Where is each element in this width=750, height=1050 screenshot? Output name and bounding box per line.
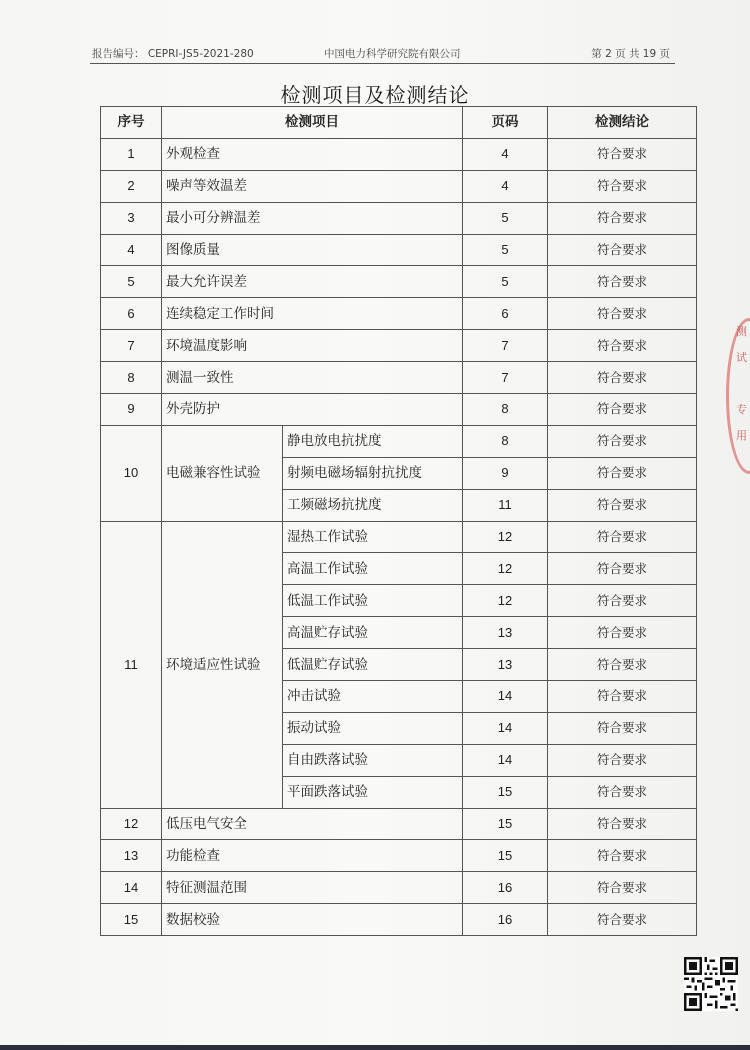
row-conclusion: 符合要求 xyxy=(548,489,697,521)
table-row xyxy=(101,202,697,234)
row-page: 14 xyxy=(463,744,548,776)
table-row xyxy=(101,330,697,362)
row-conclusion: 符合要求 xyxy=(548,330,697,362)
page-info: 第 2 页 共 19 页 xyxy=(591,48,670,60)
row-conclusion: 符合要求 xyxy=(548,712,697,744)
row-conclusion: 符合要求 xyxy=(548,138,697,170)
table-row xyxy=(101,840,697,872)
page-header xyxy=(92,46,670,62)
table-row xyxy=(101,298,697,330)
row-no: 4 xyxy=(101,234,162,266)
row-page: 11 xyxy=(463,489,548,521)
row-no: 2 xyxy=(101,170,162,202)
row-page: 16 xyxy=(463,872,548,904)
row-conclusion: 符合要求 xyxy=(548,744,697,776)
row-page: 5 xyxy=(463,234,548,266)
table-header-row xyxy=(101,107,697,139)
row-conclusion: 符合要求 xyxy=(548,681,697,713)
row-page: 15 xyxy=(463,808,548,840)
sub-item: 平面跌落试验 xyxy=(283,776,463,808)
row-page: 7 xyxy=(463,330,548,362)
row-item: 噪声等效温差 xyxy=(162,170,463,202)
row-page: 5 xyxy=(463,266,548,298)
row-item: 低压电气安全 xyxy=(162,808,463,840)
table-row xyxy=(101,234,697,266)
sub-item: 高温工作试验 xyxy=(283,553,463,585)
row-page: 7 xyxy=(463,362,548,394)
row-conclusion: 符合要求 xyxy=(548,266,697,298)
sub-item: 射频电磁场辐射抗扰度 xyxy=(283,457,463,489)
row-page: 4 xyxy=(463,138,548,170)
group-item: 电磁兼容性试验 xyxy=(162,425,283,521)
row-item: 连续稳定工作时间 xyxy=(162,298,463,330)
header-item: 检测项目 xyxy=(162,107,463,139)
row-conclusion: 符合要求 xyxy=(548,425,697,457)
row-no: 14 xyxy=(101,872,162,904)
sub-item: 湿热工作试验 xyxy=(283,521,463,553)
row-no: 5 xyxy=(101,266,162,298)
row-page: 8 xyxy=(463,425,548,457)
row-conclusion: 符合要求 xyxy=(548,585,697,617)
page-title: 检测项目及检测结论 xyxy=(280,83,470,107)
table-row xyxy=(101,872,697,904)
row-item: 最小可分辨温差 xyxy=(162,202,463,234)
sub-item: 工频磁场抗扰度 xyxy=(283,489,463,521)
header-page: 页码 xyxy=(463,107,548,139)
row-item: 功能检查 xyxy=(162,840,463,872)
row-conclusion: 符合要求 xyxy=(548,617,697,649)
table-row xyxy=(101,138,697,170)
report-number: 报告编号： CEPRI-JS5-2021-280 xyxy=(92,48,254,60)
table-row xyxy=(101,394,697,426)
row-page: 13 xyxy=(463,649,548,681)
row-conclusion: 符合要求 xyxy=(548,904,697,936)
row-no: 15 xyxy=(101,904,162,936)
row-page: 15 xyxy=(463,840,548,872)
sub-item: 低温贮存试验 xyxy=(283,649,463,681)
row-item: 外壳防护 xyxy=(162,394,463,426)
group-item: 环境适应性试验 xyxy=(162,521,283,808)
row-item: 图像质量 xyxy=(162,234,463,266)
row-page: 4 xyxy=(463,170,548,202)
sub-item: 冲击试验 xyxy=(283,681,463,713)
row-conclusion: 符合要求 xyxy=(548,649,697,681)
row-page: 12 xyxy=(463,585,548,617)
row-item: 环境温度影响 xyxy=(162,330,463,362)
header-no: 序号 xyxy=(101,107,162,139)
group-no: 10 xyxy=(101,425,162,521)
header-rule xyxy=(90,63,675,64)
table-row xyxy=(101,521,697,553)
table-row xyxy=(101,170,697,202)
row-conclusion: 符合要求 xyxy=(548,394,697,426)
row-item: 数据校验 xyxy=(162,904,463,936)
row-item: 特征测温范围 xyxy=(162,872,463,904)
table-row xyxy=(101,266,697,298)
row-conclusion: 符合要求 xyxy=(548,170,697,202)
row-page: 9 xyxy=(463,457,548,489)
row-conclusion: 符合要求 xyxy=(548,234,697,266)
row-conclusion: 符合要求 xyxy=(548,362,697,394)
row-no: 7 xyxy=(101,330,162,362)
row-item: 测温一致性 xyxy=(162,362,463,394)
row-conclusion: 符合要求 xyxy=(548,872,697,904)
scan-edge xyxy=(0,1045,750,1050)
results-table xyxy=(100,106,697,936)
row-conclusion: 符合要求 xyxy=(548,298,697,330)
row-no: 12 xyxy=(101,808,162,840)
row-page: 8 xyxy=(463,394,548,426)
row-page: 6 xyxy=(463,298,548,330)
row-no: 13 xyxy=(101,840,162,872)
sub-item: 低温工作试验 xyxy=(283,585,463,617)
row-page: 12 xyxy=(463,553,548,585)
row-no: 1 xyxy=(101,138,162,170)
row-conclusion: 符合要求 xyxy=(548,553,697,585)
row-page: 14 xyxy=(463,681,548,713)
row-page: 13 xyxy=(463,617,548,649)
seal-stamp-text: 测 试 专 用 xyxy=(736,325,747,442)
row-no: 3 xyxy=(101,202,162,234)
qr-code-icon xyxy=(684,957,738,1011)
row-no: 9 xyxy=(101,394,162,426)
table-row xyxy=(101,362,697,394)
row-no: 6 xyxy=(101,298,162,330)
row-conclusion: 符合要求 xyxy=(548,521,697,553)
row-item: 外观检查 xyxy=(162,138,463,170)
row-page: 16 xyxy=(463,904,548,936)
header-conclusion: 检测结论 xyxy=(548,107,697,139)
row-conclusion: 符合要求 xyxy=(548,457,697,489)
organization-name: 中国电力科学研究院有限公司 xyxy=(324,48,461,60)
table-row xyxy=(101,425,697,457)
sub-item: 自由跌落试验 xyxy=(283,744,463,776)
table-row xyxy=(101,808,697,840)
row-conclusion: 符合要求 xyxy=(548,776,697,808)
row-page: 5 xyxy=(463,202,548,234)
group-no: 11 xyxy=(101,521,162,808)
sub-item: 高温贮存试验 xyxy=(283,617,463,649)
row-item: 最大允许误差 xyxy=(162,266,463,298)
row-page: 12 xyxy=(463,521,548,553)
row-conclusion: 符合要求 xyxy=(548,840,697,872)
row-conclusion: 符合要求 xyxy=(548,808,697,840)
sub-item: 振动试验 xyxy=(283,712,463,744)
row-page: 14 xyxy=(463,712,548,744)
row-no: 8 xyxy=(101,362,162,394)
row-conclusion: 符合要求 xyxy=(548,202,697,234)
sub-item: 静电放电抗扰度 xyxy=(283,425,463,457)
table-row xyxy=(101,904,697,936)
row-page: 15 xyxy=(463,776,548,808)
